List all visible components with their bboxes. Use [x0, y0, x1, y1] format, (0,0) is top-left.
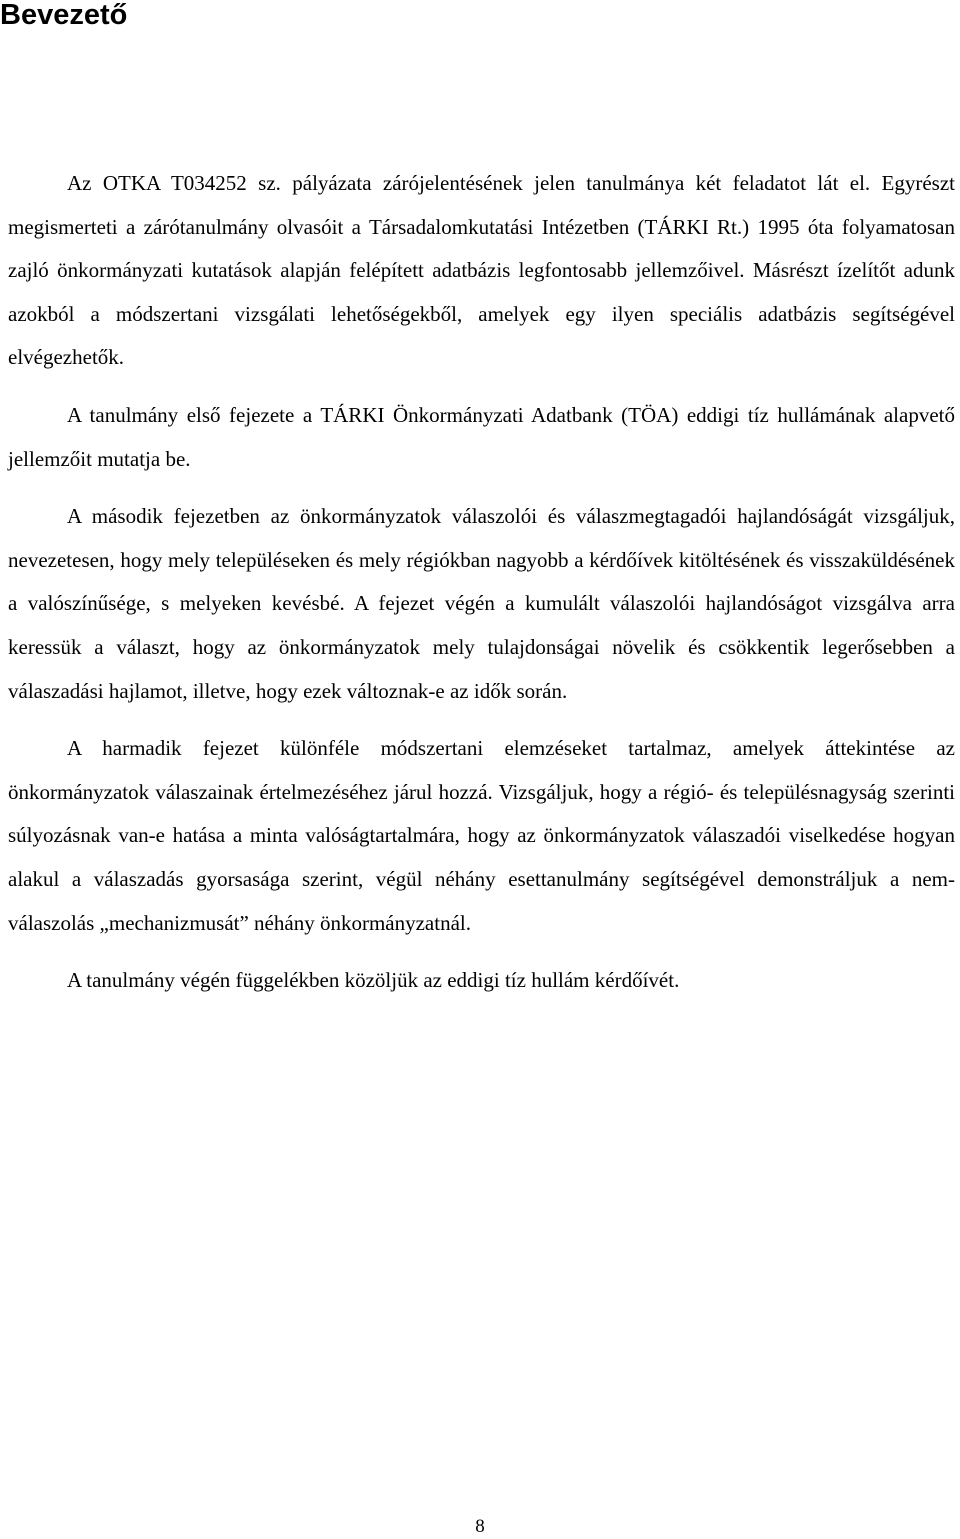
paragraph-chapter-two: A második fejezetben az önkormányzatok válaszolói és válaszmegtagadói hajlandóságát vizsgáljuk, nevezetesen, hogy mely településeken és mely régiókban nagyobb a kérdőívek kitöltésének és visszaküldésének a valószínűsége, s melyeken kevésbé. A fejezet végén a kumulált válaszolói hajlandóságot vizsgálva arra keressük a választ, hogy az önkormányzatok mely tulajdonságai növelik és csökkentik legerősebben a válaszadási hajlamot, illetve, hogy ezek változnak-e az idők során. — [8, 504, 955, 703]
paragraph-chapter-three: A harmadik fejezet különféle módszertani elemzéseket tartalmaz, amelyek áttekintése az önkormányzatok válaszainak értelmezéséhez járul hozzá. Vizsgáljuk, hogy a régió- és településnagyság szerinti súlyozásnak van-e hatása a minta valóságtartalmára, hogy az önkormányzatok válaszadói viselkedése hogyan alakul a válaszadás gyorsasága szerint, végül néhány esettanulmány segítségével demonstráljuk a nem-válaszolás „mechanizmusát” néhány önkormányzatnál. — [8, 736, 955, 935]
body-text — [8, 162, 955, 1017]
paragraph-appendix: A tanulmány végén függelékben közöljük az eddigi tíz hullám kérdőívét. — [67, 968, 680, 993]
paragraph-chapter-one: A tanulmány első fejezete a TÁRKI Önkormányzati Adatbank (TÖA) eddigi tíz hullámának alapvető jellemzőit mutatja be. — [8, 402, 955, 471]
section-heading: Bevezető — [0, 0, 128, 31]
page-number: 8 — [475, 1516, 485, 1537]
paragraph-intro: Az OTKA T034252 sz. pályázata zárójelentésének jelen tanulmánya két feladatot lát el. Egyrészt megismerteti a zárótanulmány olvasóit a Társadalomkutatási Intézetben (TÁRKI Rt.) 1995 óta folyamatosan zajló önkormányzati kutatások alapján felépített adatbázis legfontosabb jellemzőivel. Másrészt ízelítőt adunk azokból a módszertani vizsgálati lehetőségekből, amelyek egy ilyen speciális adatbázis segítségével elvégezhetők. — [8, 171, 955, 370]
